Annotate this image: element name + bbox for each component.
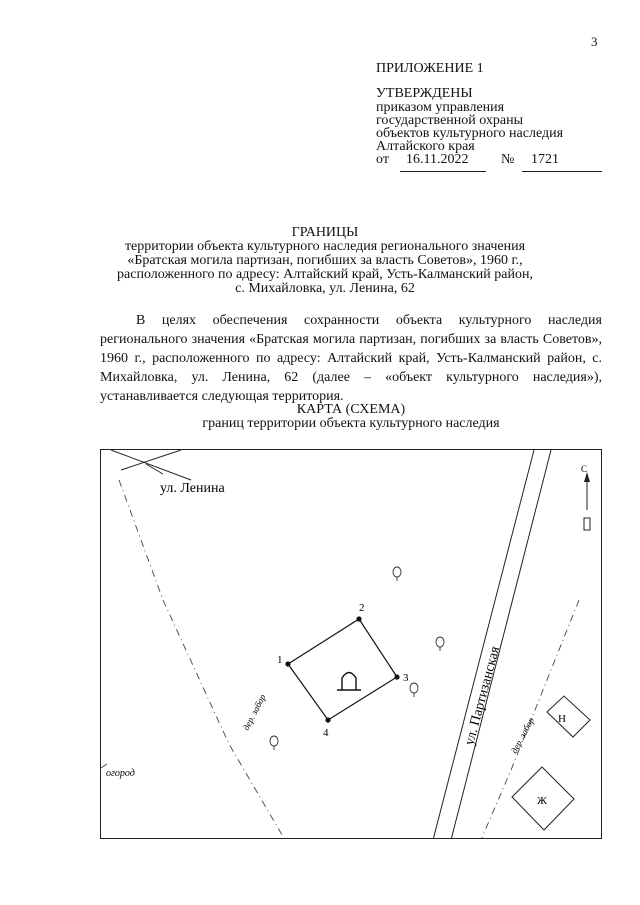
street-label-partizanskaya: ул. Партизанская (462, 644, 504, 748)
map-title-block (100, 403, 602, 431)
order-date-underline (400, 171, 486, 172)
approved-line: Алтайского края (376, 139, 475, 154)
approved-line: государственной охраны (376, 113, 524, 128)
point-label-2: 2 (359, 602, 365, 614)
point-label-4: 4 (323, 727, 329, 739)
order-from-label: от (376, 152, 389, 167)
partizanskaya-street-edge (451, 450, 551, 839)
point-label-3: 3 (403, 672, 409, 684)
building-zh-label: Ж (537, 795, 547, 807)
approved-line: приказом управления (376, 100, 505, 115)
north-label: С (581, 464, 588, 474)
lenina-street-line (111, 450, 191, 480)
tree-icon (270, 736, 278, 750)
subtitle-line: территории объекта культурного наследия регионального значения (124, 239, 526, 254)
order-number-label: № (501, 152, 515, 167)
tree-icon (410, 683, 418, 697)
document-title: ГРАНИЦЫ (291, 225, 359, 240)
map-subtitle: границ территории объекта культурного наследия (202, 416, 500, 431)
building-n (547, 696, 590, 737)
left-fence-line (119, 480, 285, 839)
territory-boundary (288, 619, 397, 720)
boundary-point-1 (285, 661, 290, 666)
boundary-point-2 (356, 616, 361, 621)
north-arrow-tail-icon (584, 518, 590, 530)
building-n-label: Н (558, 713, 566, 725)
body-paragraph: В целях обеспечения сохранности объекта культурного наследия регионального значения «Братская могила партизан, погибших за власть Советов», 1960 г., расположенного по адресу: Алтайский край, Усть-Калманский район, с. Михайловка, ул. Ленина, 62 (далее – «объект культурного наследия»), устанавливается следующая территория. (100, 313, 602, 404)
subtitle-line: расположенного по адресу: Алтайский край, Усть-Калманский район, (117, 267, 533, 282)
fence-label-right: дер. забор (508, 715, 537, 755)
partizanskaya-street-edge (433, 450, 537, 839)
map-drawing (101, 450, 602, 839)
order-row (376, 152, 606, 174)
map-title: КАРТА (СХЕМА) (296, 402, 406, 417)
point-label-1: 1 (277, 654, 283, 666)
order-number-underline (522, 171, 602, 172)
tree-icon (393, 567, 401, 581)
boundary-point-3 (394, 674, 399, 679)
tree-icon (436, 637, 444, 651)
map-scheme (100, 449, 602, 839)
street-label-lenina: ул. Ленина (160, 481, 225, 496)
approved-line: объектов культурного наследия (376, 126, 564, 141)
approved-label: УТВЕРЖДЕНЫ (376, 86, 473, 101)
monument-icon (342, 673, 356, 691)
garden-label: огород (106, 768, 135, 779)
document-subtitle (90, 240, 560, 296)
page-number: 3 (591, 34, 598, 49)
boundary-point-4 (325, 717, 330, 722)
subtitle-line: «Братская могила партизан, погибших за власть Советов», 1960 г., (127, 253, 523, 268)
subtitle-line: с. Михайловка, ул. Ленина, 62 (235, 281, 415, 296)
fence-label-left: дер. забор (240, 692, 268, 732)
appendix-label: ПРИЛОЖЕНИЕ 1 (376, 61, 484, 76)
order-date: 16.11.2022 (406, 152, 469, 167)
order-number: 1721 (531, 152, 559, 167)
